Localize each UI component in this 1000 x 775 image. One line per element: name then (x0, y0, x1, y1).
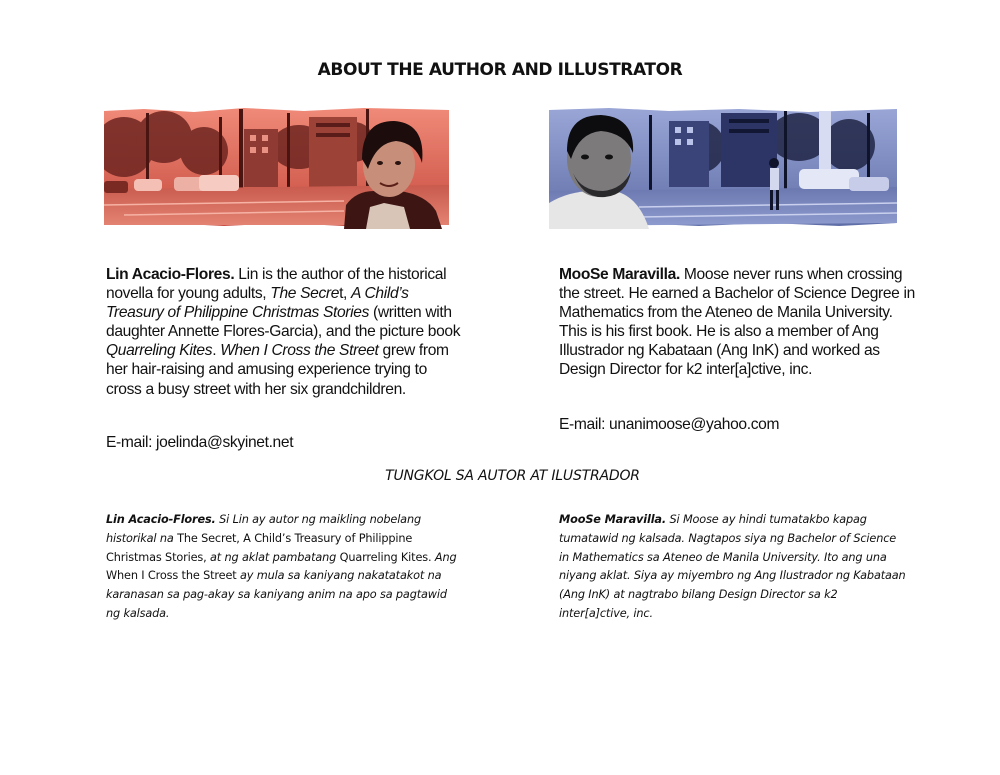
illustrator-bio-text: Moose never runs when crossing the street. He earned a Bachelor of Science Degree in Mathematics from the Ateneo de Manila University. This is his first book. He is also a member of Ang Illustrador ng Kabataan (Ang InK) and worked as Design Director for k2 inter[a]ctive, inc. (559, 266, 915, 379)
book-title-quarreling-kites: Quarreling Kites. (339, 550, 432, 564)
book-title-christmas-stories: A Child’s Treasury of Philippine Christmas Stories (106, 285, 409, 322)
tagalog-author-text: ay mula sa kaniyang nakatatakot na karanasan sa pag-akay sa kaniyang anim na apo sa pagtawid ng kalsada. (106, 569, 447, 620)
book-title-when-i-cross: When I Cross the Street (106, 569, 237, 583)
illustrator-bio (559, 265, 919, 380)
illustrator-name: MooSe Maravilla. (559, 266, 680, 283)
book-titles: The Secret, A Child’s Treasury of Philippine Christmas Stories, (106, 531, 413, 564)
author-bio-text: Lin is the author of the historical novella for young adults, (106, 266, 447, 303)
author-bio-text: t, (339, 285, 352, 303)
tagalog-author-text: Si Lin ay autor ng maikling nobelang historikal na (106, 513, 421, 545)
tagalog-illustrator-name: MooSe Maravilla. (559, 513, 667, 526)
illustrator-photo (549, 107, 897, 229)
author-bio-text: (written with daughter Annette Flores-Garcia), and the picture book (106, 304, 461, 341)
book-title-the-secret: The Secre (270, 285, 340, 303)
author-bio-text: . (212, 342, 221, 360)
author-bio-text: grew from her hair-raising and amusing experience trying to cross a busy street with her six grandchildren. (106, 342, 449, 398)
illustrator-email: E-mail: unanimoose@yahoo.com (559, 416, 780, 433)
book-title-quarreling-kites: Quarreling Kites (106, 342, 213, 360)
book-title-when-i-cross: When I Cross the Street (220, 342, 379, 360)
author-bio (106, 265, 466, 399)
tagalog-illustrator-text: Si Moose ay hindi tumatakbo kapag tumatawid ng kalsada. Nagtapos siya ng Bachelor of Science in Mathematics sa Ateneo de Manila University. Ito ang una niyang aklat. Siya ay miyembro ng Ang Ilustrador ng Kabataan (Ang InK) at nagtrabo bilang Design Director sa k2 inter[a]ctive, inc. (559, 513, 906, 620)
section-subtitle: TUNGKOL SA AUTOR AT ILUSTRADOR (385, 468, 640, 484)
tagalog-author-bio (106, 511, 461, 624)
tagalog-author-text: Ang (431, 550, 457, 564)
author-email: E-mail: joelinda@skyinet.net (106, 434, 294, 451)
author-name: Lin Acacio-Flores. (106, 266, 235, 283)
author-photo (104, 107, 449, 229)
tagalog-author-text: at ng aklat pambatang (206, 550, 340, 564)
page-title: ABOUT THE AUTHOR AND ILLUSTRATOR (317, 60, 683, 80)
tagalog-author-name: Lin Acacio-Flores. (106, 513, 216, 526)
tagalog-illustrator-bio (559, 511, 909, 624)
